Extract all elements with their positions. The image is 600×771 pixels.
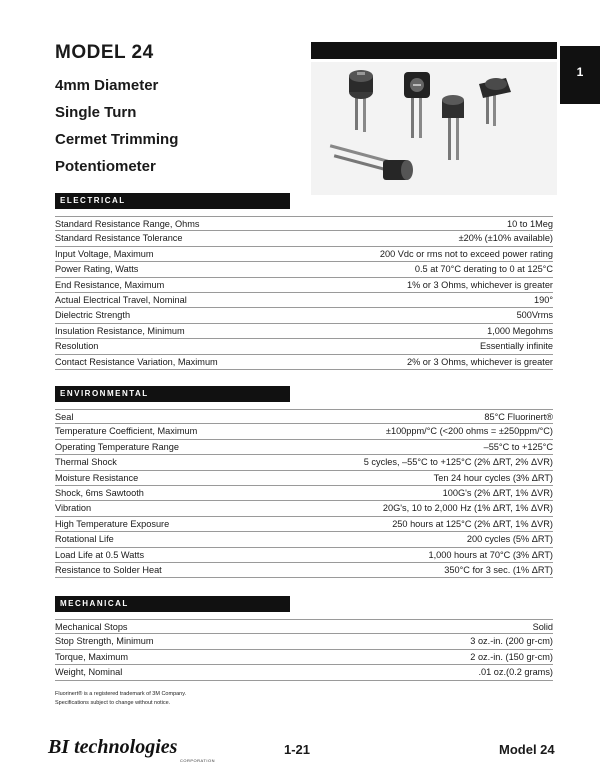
table-row <box>55 440 553 455</box>
row-value: 250 hours at 125°C (2% ΔRT, 1% ΔVR) <box>392 518 553 529</box>
table-row <box>55 262 553 277</box>
row-value: 20G's, 10 to 2,000 Hz (1% ΔRT, 1% ΔVR) <box>382 503 553 514</box>
row-label: Operating Temperature Range <box>55 441 179 452</box>
table-row <box>55 247 553 262</box>
environmental-table <box>55 409 553 578</box>
row-label: Moisture Resistance <box>55 472 139 483</box>
product-photo <box>311 62 557 195</box>
table-row <box>55 231 553 246</box>
row-value: 5 cycles, –55°C to +125°C (2% ΔRT, 2% ΔVR) <box>363 457 553 468</box>
table-row <box>55 563 553 578</box>
footnotes <box>55 690 186 708</box>
footnote-spec-change: Specifications subject to change without notice. <box>55 700 171 706</box>
table-row <box>55 339 553 354</box>
row-label: Resistance to Solder Heat <box>55 564 162 575</box>
table-row <box>55 278 553 293</box>
page-number: 1-21 <box>284 742 311 757</box>
row-value: 200 cycles (5% ΔRT) <box>466 534 553 545</box>
subtitle-line-4: Potentiometer <box>55 158 156 175</box>
table-row <box>55 501 553 516</box>
title-block <box>55 42 295 180</box>
section-tab: 1 <box>560 46 600 104</box>
row-label: Input Voltage, Maximum <box>55 248 154 259</box>
row-value: Essentially infinite <box>479 341 553 352</box>
table-row <box>55 424 553 439</box>
row-label: Actual Electrical Travel, Nominal <box>55 294 187 305</box>
row-value: 3 oz.-in. (200 gr-cm) <box>470 636 553 647</box>
row-label: Torque, Maximum <box>55 651 129 662</box>
row-label: Load Life at 0.5 Watts <box>55 549 145 560</box>
row-label: Stop Strength, Minimum <box>55 636 154 647</box>
environmental-header: ENVIRONMENTAL <box>55 386 290 402</box>
table-row <box>55 409 553 424</box>
subtitle-line-1: 4mm Diameter <box>55 77 159 94</box>
row-label: Mechanical Stops <box>55 622 128 632</box>
row-value: .01 oz.(0.2 grams) <box>478 667 553 678</box>
row-value: 1,000 hours at 70°C (3% ΔRT) <box>428 549 553 560</box>
row-value: 10 to 1Meg <box>507 219 553 229</box>
row-label: Contact Resistance Variation, Maximum <box>55 356 218 367</box>
row-value: 350°C for 3 sec. (1% ΔRT) <box>444 564 553 575</box>
company-logo-sub: CORPORATION <box>180 758 215 763</box>
row-value: 2% or 3 Ohms, whichever is greater <box>406 356 553 367</box>
table-row <box>55 634 553 649</box>
table-row <box>55 665 553 680</box>
row-label: Weight, Nominal <box>55 667 123 678</box>
table-row <box>55 471 553 486</box>
table-row <box>55 293 553 308</box>
table-row <box>55 532 553 547</box>
table-row <box>55 650 553 665</box>
row-label: Power Rating, Watts <box>55 264 139 275</box>
table-row <box>55 517 553 532</box>
table-row <box>55 324 553 339</box>
row-value: 1,000 Megohms <box>487 325 553 336</box>
row-label: Thermal Shock <box>55 457 117 468</box>
row-value: Ten 24 hour cycles (3% ΔRT) <box>433 472 553 483</box>
row-label: Standard Resistance Tolerance <box>55 233 183 244</box>
row-label: Insulation Resistance, Minimum <box>55 325 185 336</box>
row-label: Seal <box>55 412 74 422</box>
mechanical-header: MECHANICAL <box>55 596 290 612</box>
row-value: ±100ppm/°C (<200 ohms = ±250ppm/°C) <box>385 426 553 437</box>
table-row <box>55 308 553 323</box>
table-row <box>55 619 553 634</box>
row-label: Standard Resistance Range, Ohms <box>55 219 200 229</box>
row-label: Resolution <box>55 341 99 352</box>
row-value: 1% or 3 Ohms, whichever is greater <box>406 279 553 290</box>
row-value: 500Vrms <box>516 310 553 321</box>
subtitle-line-3: Cermet Trimming <box>55 131 179 148</box>
footnote-trademark: Fluorinert® is a registered trademark of 3M Company. <box>55 691 187 697</box>
row-label: Vibration <box>55 503 92 514</box>
electrical-header: ELECTRICAL <box>55 193 290 209</box>
row-value: 190° <box>533 294 553 305</box>
table-row <box>55 355 553 370</box>
header-bar <box>311 42 557 59</box>
row-value: 100G's (2% ΔRT, 1% ΔVR) <box>442 487 553 498</box>
mechanical-table <box>55 619 553 681</box>
row-label: Shock, 6ms Sawtooth <box>55 487 144 498</box>
row-value: 200 Vdc or rms not to exceed power rating <box>379 248 553 259</box>
row-label: Dielectric Strength <box>55 310 131 321</box>
row-value: ±20% (±10% available) <box>458 233 553 244</box>
company-logo: BI technologies <box>48 736 178 758</box>
subtitle-line-2: Single Turn <box>55 104 137 121</box>
table-row <box>55 548 553 563</box>
row-label: Temperature Coefficient, Maximum <box>55 426 198 437</box>
model-title: MODEL 24 <box>55 42 154 63</box>
row-value: 0.5 at 70°C derating to 0 at 125°C <box>414 264 553 275</box>
row-value: 2 oz.-in. (150 gr-cm) <box>470 651 553 662</box>
row-label: End Resistance, Maximum <box>55 279 165 290</box>
row-label: Rotational Life <box>55 534 114 545</box>
table-row <box>55 216 553 231</box>
row-value: –55°C to +125°C <box>483 441 553 452</box>
table-row <box>55 486 553 501</box>
row-value: Solid <box>532 622 553 632</box>
footer-model: Model 24 <box>499 742 555 757</box>
table-row <box>55 455 553 470</box>
row-label: High Temperature Exposure <box>55 518 170 529</box>
row-value: 85°C Fluorinert® <box>484 412 553 422</box>
electrical-table <box>55 216 553 370</box>
